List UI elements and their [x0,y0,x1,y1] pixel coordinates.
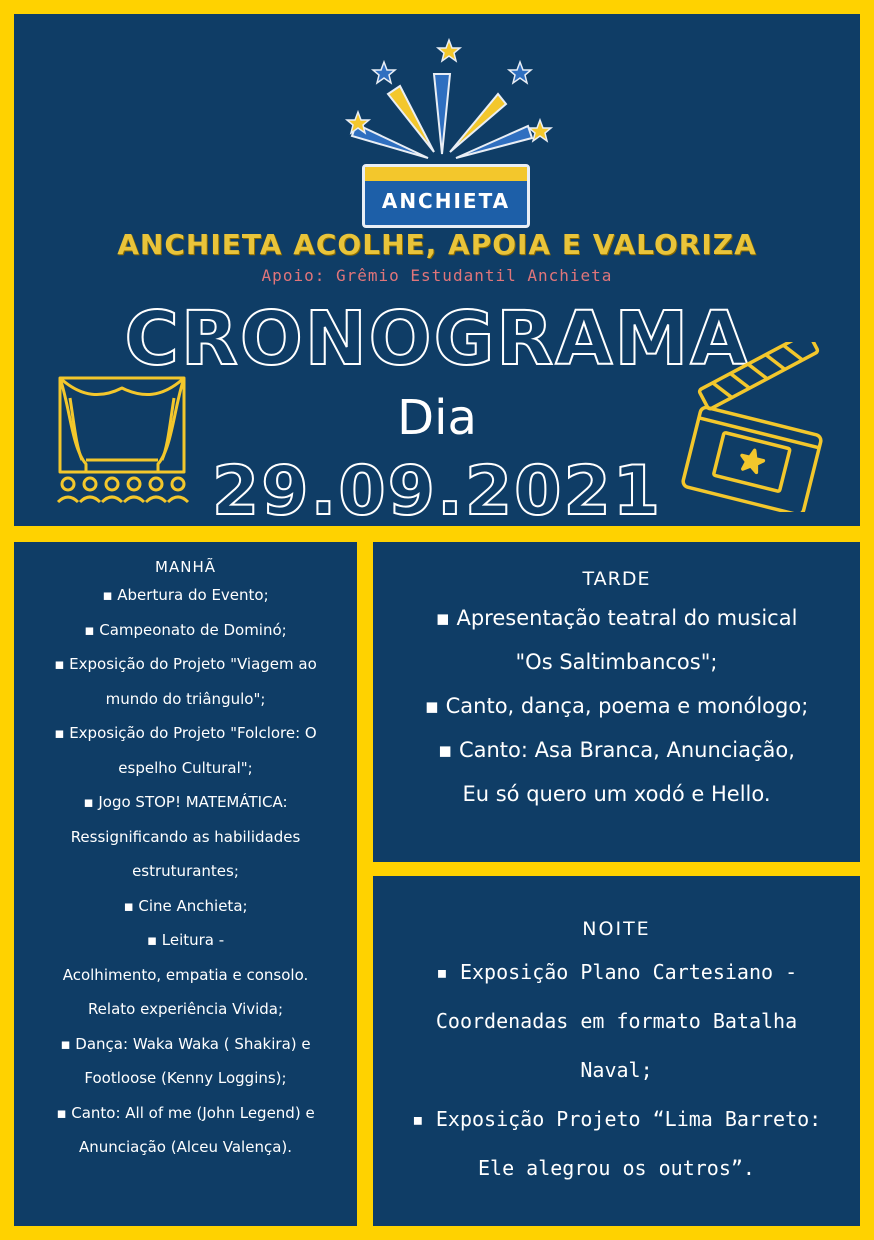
list-item: ▪ Leitura - [146,931,225,949]
list-item: ▪ Jogo STOP! MATEMÁTICA: [83,793,288,811]
slogan: ANCHIETA ACOLHE, APOIA E VALORIZA [117,228,757,261]
anchieta-logo [334,34,564,234]
page-title: CRONOGRAMA [124,296,750,382]
morning-list [14,578,357,1165]
header-panel [14,14,860,531]
list-item: ▪ Cine Anchieta; [123,896,248,915]
list-item: ▪ Apresentação teatral do musical [435,606,798,630]
theater-icon [42,368,202,508]
clapperboard-icon [668,342,838,512]
list-item: ▪ Exposição Plano Cartesiano - [435,960,798,984]
event-date: 29.09.2021 [211,452,663,531]
star-icon [509,62,531,83]
star-icon [438,40,460,61]
logo-banner [362,164,530,228]
logo-text: ANCHIETA [381,189,511,213]
night-panel [373,876,860,1226]
day-label: Dia [397,390,477,446]
night-list [373,948,860,1193]
afternoon-panel [373,542,860,862]
list-item: Eu só quero um xodó e Hello. [462,782,771,806]
afternoon-list [373,596,860,816]
morning-title: MANHÃ [155,558,216,576]
fireworks-icon [334,34,564,174]
list-item: ▪ Exposição do Projeto "Folclore: O [54,724,317,742]
list-item: ▪ Dança: Waka Waka ( Shakira) e [60,1034,311,1053]
list-item: Ressignificando as habilidades [70,827,301,846]
list-item: espelho Cultural"; [118,758,253,777]
list-item: estruturantes; [132,862,239,880]
list-item: ▪ Canto: Asa Branca, Anunciação, [438,738,795,762]
list-item: Ele alegrou os outros”. [478,1156,755,1180]
list-item: ▪ Campeonato de Dominó; [84,620,287,639]
star-icon [373,62,395,83]
list-item: Acolhimento, empatia e consolo. [62,965,309,984]
list-item: "Os Saltimbancos"; [515,650,718,674]
list-item: mundo do triângulo"; [105,689,266,708]
list-item: Anunciação (Alceu Valença). [78,1138,293,1156]
night-title: NOITE [582,918,651,940]
afternoon-title: TARDE [582,568,651,590]
list-item: ▪ Exposição do Projeto "Viagem ao [54,655,317,673]
support-line: Apoio: Grêmio Estudantil Anchieta [261,266,613,285]
list-item: ▪ Exposição Projeto “Lima Barreto: [411,1107,822,1131]
list-item: ▪ Canto: All of me (John Legend) e [56,1103,315,1122]
list-item: Coordenadas em formato Batalha [435,1009,798,1033]
list-item: Footloose (Kenny Loggins); [84,1069,287,1087]
list-item: ▪ Abertura do Evento; [102,586,269,604]
list-item: Relato experiência Vivida; [87,1000,284,1018]
morning-panel [14,542,357,1226]
list-item: Naval; [580,1058,653,1082]
list-item: ▪ Canto, dança, poema e monólogo; [424,694,809,718]
